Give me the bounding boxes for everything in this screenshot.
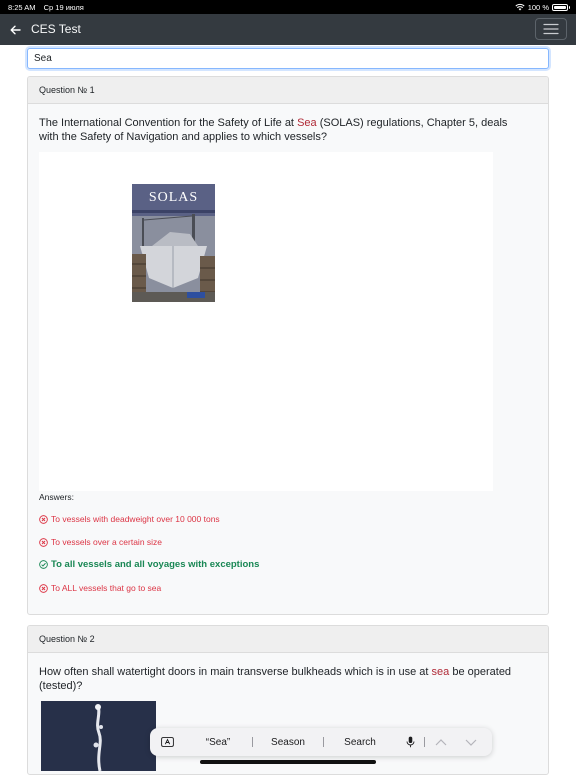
answer-text: To all vessels and all voyages with exceptions xyxy=(51,559,260,570)
wifi-icon xyxy=(515,3,525,11)
question-card-1 xyxy=(27,76,549,615)
question-text-after: be operated (tested)? xyxy=(39,666,512,692)
status-time: 8:25 AM xyxy=(8,2,36,12)
book-title: SOLAS xyxy=(148,190,199,205)
answer-text: To vessels over a certain size xyxy=(51,537,163,547)
status-left xyxy=(8,3,90,12)
question-text-before: The International Convention for the Safety of Life at xyxy=(39,117,298,129)
question-image[interactable] xyxy=(41,701,156,771)
battery-icon xyxy=(552,4,568,11)
answers-label: Answers: xyxy=(39,492,74,502)
keyboard-toggle-button[interactable] xyxy=(150,737,184,747)
x-circle-icon xyxy=(39,584,48,593)
keyboard-suggestion-bar xyxy=(150,728,492,756)
question-text-before: How often shall watertight doors in main transverse bulkheads which is in use at xyxy=(39,666,432,678)
question-text xyxy=(39,116,529,144)
status-bar xyxy=(0,0,576,14)
question-header: Question № 1 xyxy=(28,77,548,104)
page-title: CES Test xyxy=(31,22,81,36)
microphone-icon xyxy=(406,736,415,748)
chevron-up-icon xyxy=(435,739,447,746)
battery-percent: 100 % xyxy=(527,2,549,12)
navbar xyxy=(0,14,576,45)
question-header: Question № 2 xyxy=(28,626,548,653)
search-input[interactable] xyxy=(27,48,549,69)
answer-text: To vessels with deadweight over 10 000 tons xyxy=(51,514,220,524)
suggestion-item[interactable]: Season xyxy=(271,736,305,748)
back-button[interactable] xyxy=(6,20,24,39)
search-highlight: Sea xyxy=(297,117,317,129)
question-image-panel xyxy=(39,152,493,491)
suggestion-item[interactable]: “Sea” xyxy=(205,736,231,748)
question-text xyxy=(39,665,529,693)
suggestion-item[interactable]: Search xyxy=(344,736,376,748)
status-right xyxy=(515,3,568,12)
home-indicator xyxy=(200,760,376,764)
previous-field-button[interactable] xyxy=(425,739,457,746)
x-circle-icon xyxy=(39,538,48,547)
chevron-down-icon xyxy=(465,739,477,746)
answer-option[interactable] xyxy=(39,583,161,593)
keyboard-a-icon xyxy=(161,737,174,747)
answer-option[interactable] xyxy=(39,537,162,547)
answer-text: To ALL vessels that go to sea xyxy=(51,583,162,593)
status-date: Ср 19 июля xyxy=(43,2,84,12)
x-circle-icon xyxy=(39,515,48,524)
next-field-button[interactable] xyxy=(457,739,485,746)
question-text-after: (SOLAS) regulations, Chapter 5, deals with the Safety of Navigation and applies to which vessels? xyxy=(39,117,508,143)
battery-fill xyxy=(554,6,566,9)
search-highlight: sea xyxy=(431,666,450,678)
dictation-button[interactable] xyxy=(396,736,424,748)
menu-toggle-button[interactable] xyxy=(535,18,567,40)
answer-option[interactable] xyxy=(39,514,220,524)
arrow-left-icon xyxy=(10,25,21,35)
solas-book-cover-image[interactable] xyxy=(132,184,215,302)
water-jet-image xyxy=(41,701,156,771)
hamburger-menu-icon xyxy=(543,23,559,35)
check-circle-icon xyxy=(39,560,48,569)
answer-option-correct[interactable] xyxy=(39,559,259,570)
